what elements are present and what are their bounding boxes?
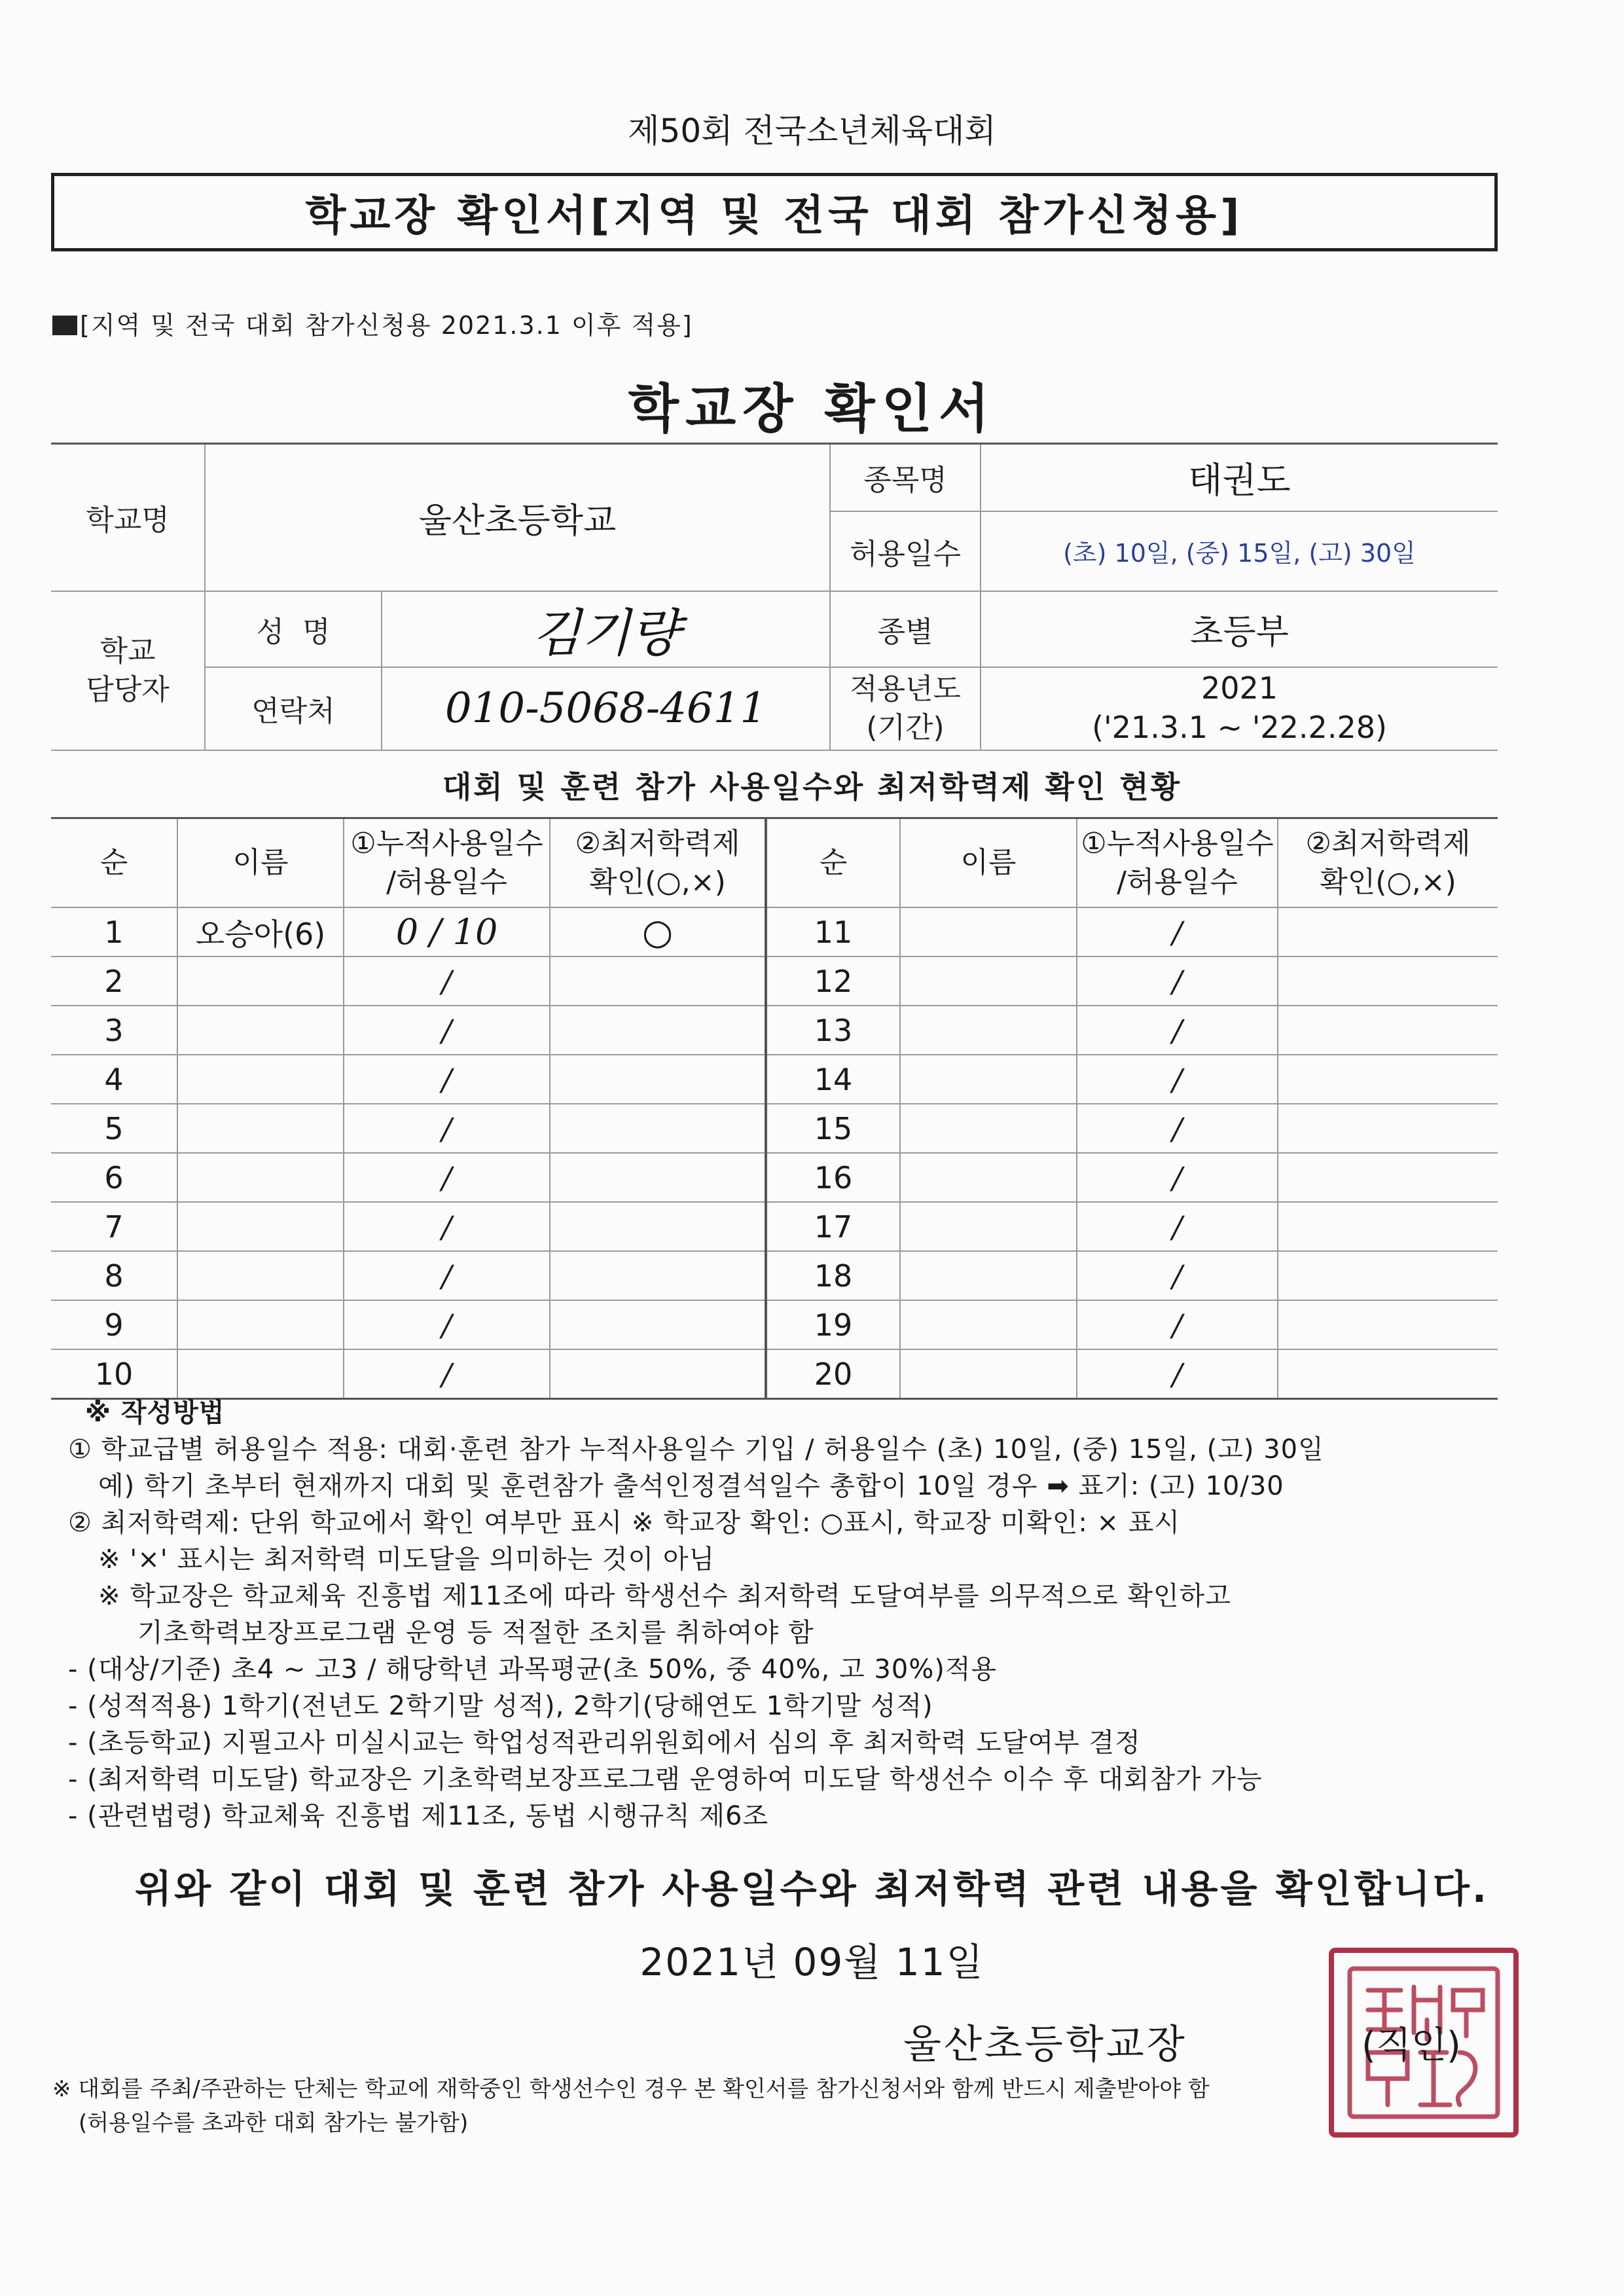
table-row xyxy=(51,1055,1498,1104)
col-check-header-line1: ②최저학력제 xyxy=(575,826,740,860)
row-days[interactable]: / xyxy=(1077,1055,1278,1104)
row-days[interactable]: / xyxy=(344,1202,550,1251)
col-days-header-right-line1: ①누적사용일수 xyxy=(1081,826,1274,860)
grid-body xyxy=(51,818,1498,1399)
row-days[interactable]: / xyxy=(344,1349,550,1399)
row-name[interactable] xyxy=(900,1349,1077,1399)
row-check[interactable] xyxy=(550,957,766,1006)
row-name[interactable] xyxy=(900,1104,1077,1153)
row-no: 16 xyxy=(766,1153,900,1202)
sport-label: 종목명 xyxy=(830,444,981,511)
main-title: 학교장 확인서 xyxy=(628,378,996,439)
row-name[interactable] xyxy=(900,1055,1077,1104)
row-no: 7 xyxy=(51,1202,177,1251)
note-line: ※ '×' 표시는 최저학력 미도달을 의미하는 것이 아님 xyxy=(98,1544,715,1575)
row-name[interactable]: 오승아(6) xyxy=(177,907,344,957)
footer-line1: ※ 대회를 주최/주관하는 단체는 학교에 재학중인 학생선수인 경우 본 확인서를 참가신청서와 함께 반드시 제출받아야 함 xyxy=(52,2076,1210,2102)
row-no: 4 xyxy=(51,1055,177,1104)
manager-label xyxy=(51,591,205,750)
manager-label-line2: 담당자 xyxy=(86,673,170,706)
allowed-days-label: 허용일수 xyxy=(830,511,981,591)
row-days[interactable]: 0 / 10 xyxy=(344,907,550,957)
row-days[interactable]: / xyxy=(344,1104,550,1153)
row-no: 5 xyxy=(51,1104,177,1153)
row-check[interactable] xyxy=(550,1300,766,1349)
year-label xyxy=(830,667,981,750)
note-line: ① 학교급별 허용일수 적용: 대회·훈련 참가 누적사용일수 기입 / 허용일수 (초) 10일, (중) 15일, (고) 30일 xyxy=(68,1434,1324,1465)
notes-heading: ※ 작성방법 xyxy=(85,1398,225,1428)
row-days[interactable]: / xyxy=(344,1251,550,1300)
row-no: 14 xyxy=(766,1055,900,1104)
row-no: 1 xyxy=(51,907,177,957)
division-label: 종별 xyxy=(830,591,981,667)
school-name-value[interactable]: 울산초등학교 xyxy=(205,444,830,591)
participation-grid xyxy=(51,817,1498,1400)
col-name-header-right: 이름 xyxy=(900,818,1077,908)
row-check[interactable] xyxy=(1278,957,1498,1006)
row-no: 18 xyxy=(766,1251,900,1300)
note-line: ② 최저학력제: 단위 학교에서 확인 여부만 표시 ※ 학교장 확인: ○표시, 학교장 미확인: × 표시 xyxy=(68,1508,1181,1538)
confirmation-statement: 위와 같이 대회 및 훈련 참가 사용일수와 최저학력 관련 내용을 확인합니다. xyxy=(135,1867,1489,1911)
row-no: 19 xyxy=(766,1300,900,1349)
row-name[interactable] xyxy=(177,1300,344,1349)
row-check[interactable] xyxy=(550,1349,766,1399)
allowed-days-value: (초) 10일, (중) 15일, (고) 30일 xyxy=(981,511,1498,591)
row-name[interactable] xyxy=(177,1153,344,1202)
col-days-header-line2: /허용일수 xyxy=(386,866,507,899)
row-name[interactable] xyxy=(900,1300,1077,1349)
instructions xyxy=(52,1394,1578,1834)
col-check-header-right xyxy=(1278,818,1498,908)
row-check[interactable] xyxy=(1278,1153,1498,1202)
document-title-box: 학교장 확인서[지역 및 전국 대회 참가신청용] xyxy=(51,173,1498,251)
row-name[interactable] xyxy=(900,1202,1077,1251)
col-check-header xyxy=(550,818,766,908)
row-days[interactable]: / xyxy=(344,1300,550,1349)
row-name[interactable] xyxy=(900,1006,1077,1055)
note-line: ※ 학교장은 학교체육 진흥법 제11조에 따라 학생선수 최저학력 도달여부를 의무적으로 확인하고 xyxy=(98,1581,1231,1611)
row-days[interactable]: / xyxy=(1077,907,1278,957)
form-label xyxy=(52,305,693,341)
sport-value[interactable]: 태권도 xyxy=(981,444,1498,511)
row-check[interactable] xyxy=(550,1006,766,1055)
note-line: - (성적적용) 1학기(전년도 2학기말 성적), 2학기(당해연도 1학기말 성적) xyxy=(68,1691,933,1721)
row-name[interactable] xyxy=(177,1349,344,1399)
note-line: - (대상/기준) 초4 ~ 고3 / 해당학년 과목평균(초 50%, 중 40%, 고 30%)적용 xyxy=(68,1654,998,1685)
row-check[interactable] xyxy=(1278,1300,1498,1349)
row-check[interactable]: ○ xyxy=(550,907,766,957)
row-name[interactable] xyxy=(900,1251,1077,1300)
row-check[interactable] xyxy=(550,1251,766,1300)
year-label-line1: 적용년도 xyxy=(849,672,961,706)
col-name-header: 이름 xyxy=(177,818,344,908)
table-row xyxy=(51,1202,1498,1251)
row-no: 3 xyxy=(51,1006,177,1055)
row-days[interactable]: / xyxy=(1077,1006,1278,1055)
row-days[interactable]: / xyxy=(1077,957,1278,1006)
row-name[interactable] xyxy=(900,957,1077,1006)
row-check[interactable] xyxy=(1278,1202,1498,1251)
row-check[interactable] xyxy=(550,1153,766,1202)
row-no: 13 xyxy=(766,1006,900,1055)
row-name[interactable] xyxy=(177,1202,344,1251)
name-label: 성 명 xyxy=(205,591,382,667)
row-check[interactable] xyxy=(1278,1251,1498,1300)
row-days[interactable]: / xyxy=(344,1055,550,1104)
row-check[interactable] xyxy=(550,1104,766,1153)
row-no: 9 xyxy=(51,1300,177,1349)
row-check[interactable] xyxy=(550,1055,766,1104)
division-value[interactable]: 초등부 xyxy=(981,591,1498,667)
note-line: - (최저학력 미도달) 학교장은 기초학력보장프로그램 운영하여 미도달 학생선수 이수 후 대회참가 가능 xyxy=(68,1764,1263,1795)
row-no: 2 xyxy=(51,957,177,1006)
event-name: 제50회 전국소년체육대회 xyxy=(628,112,996,150)
row-days[interactable]: / xyxy=(1077,1349,1278,1399)
col-days-header-right xyxy=(1077,818,1278,908)
row-name[interactable] xyxy=(177,1006,344,1055)
table-row xyxy=(51,1349,1498,1399)
year-value[interactable] xyxy=(981,667,1498,750)
row-check[interactable] xyxy=(1278,1104,1498,1153)
row-no: 11 xyxy=(766,907,900,957)
row-days[interactable]: / xyxy=(344,957,550,1006)
row-no: 12 xyxy=(766,957,900,1006)
row-name[interactable] xyxy=(177,1251,344,1300)
col-no-header: 순 xyxy=(51,818,177,908)
col-no-header-right: 순 xyxy=(766,818,900,908)
issue-date: 2021년 09월 11일 xyxy=(640,1940,984,1984)
row-check[interactable] xyxy=(1278,1006,1498,1055)
row-days[interactable]: / xyxy=(1077,1202,1278,1251)
col-days-header xyxy=(344,818,550,908)
table-row xyxy=(51,1006,1498,1055)
school-label: 학교명 xyxy=(51,444,205,591)
row-days[interactable]: / xyxy=(344,1153,550,1202)
row-no: 8 xyxy=(51,1251,177,1300)
contact-handwritten[interactable]: 010-5068-4611 xyxy=(382,667,830,750)
row-days[interactable]: / xyxy=(1077,1300,1278,1349)
row-check[interactable] xyxy=(1278,1349,1498,1399)
row-days[interactable]: / xyxy=(1077,1153,1278,1202)
table-row xyxy=(51,1251,1498,1300)
footer-line2: (허용일수를 초과한 대회 참가는 불가함) xyxy=(79,2110,469,2136)
table-row xyxy=(51,957,1498,1006)
table-row xyxy=(51,1104,1498,1153)
year-label-line2: (기간) xyxy=(866,711,945,744)
row-name[interactable] xyxy=(177,1055,344,1104)
table-row xyxy=(51,1300,1498,1349)
table-row xyxy=(51,907,1498,957)
col-check-header-line2: 확인(○,×) xyxy=(589,866,726,899)
row-name[interactable] xyxy=(177,1104,344,1153)
year-value-line: 2021 xyxy=(1200,670,1278,706)
row-days[interactable]: / xyxy=(1077,1104,1278,1153)
row-no: 17 xyxy=(766,1202,900,1251)
manager-label-line1: 학교 xyxy=(99,634,156,668)
row-check[interactable] xyxy=(1278,907,1498,957)
col-check-header-right-line2: 확인(○,×) xyxy=(1320,866,1456,899)
row-no: 10 xyxy=(51,1349,177,1399)
col-check-header-right-line1: ②최저학력제 xyxy=(1305,826,1471,860)
footer-note xyxy=(52,2072,1210,2140)
col-days-header-line1: ①누적사용일수 xyxy=(350,826,543,860)
note-line: - (관련법령) 학교체육 진흥법 제11조, 동법 시행규칙 제6조 xyxy=(68,1801,769,1831)
row-name[interactable] xyxy=(900,907,1077,957)
row-no: 6 xyxy=(51,1153,177,1202)
manager-name-handwritten[interactable]: 김기량 xyxy=(382,591,830,667)
row-check[interactable] xyxy=(1278,1055,1498,1104)
row-days[interactable]: / xyxy=(1077,1251,1278,1300)
row-check[interactable] xyxy=(550,1202,766,1251)
row-name[interactable] xyxy=(177,957,344,1006)
table-row xyxy=(51,1153,1498,1202)
row-no: 20 xyxy=(766,1349,900,1399)
row-days[interactable]: / xyxy=(344,1006,550,1055)
contact-label: 연락처 xyxy=(205,667,382,750)
row-name[interactable] xyxy=(900,1153,1077,1202)
row-no: 15 xyxy=(766,1104,900,1153)
square-bullet-icon xyxy=(52,316,77,335)
note-line: 기초학력보장프로그램 운영 등 적절한 조치를 취하여야 함 xyxy=(137,1618,814,1648)
principal-title: 울산초등학교장 xyxy=(903,2022,1187,2068)
note-line: 예) 학기 초부터 현재까지 대회 및 훈련참가 출석인정결석일수 총합이 10일 경우 ➡ 표기: (고) 10/30 xyxy=(98,1471,1284,1501)
school-info-table xyxy=(51,443,1498,751)
seal-label: (직인) xyxy=(1362,2024,1461,2067)
form-label-text: [지역 및 전국 대회 참가신청용 2021.3.1 이후 적용] xyxy=(80,311,693,340)
period-value-line: ('21.3.1 ~ '22.2.28) xyxy=(1092,710,1387,745)
summary-title: 대회 및 훈련 참가 사용일수와 최저학력제 확인 현황 xyxy=(442,769,1182,805)
col-days-header-right-line2: /허용일수 xyxy=(1117,866,1238,899)
note-line: - (초등학교) 지필고사 미실시교는 학업성적관리위원회에서 심의 후 최저학력 도달여부 결정 xyxy=(68,1728,1141,1758)
